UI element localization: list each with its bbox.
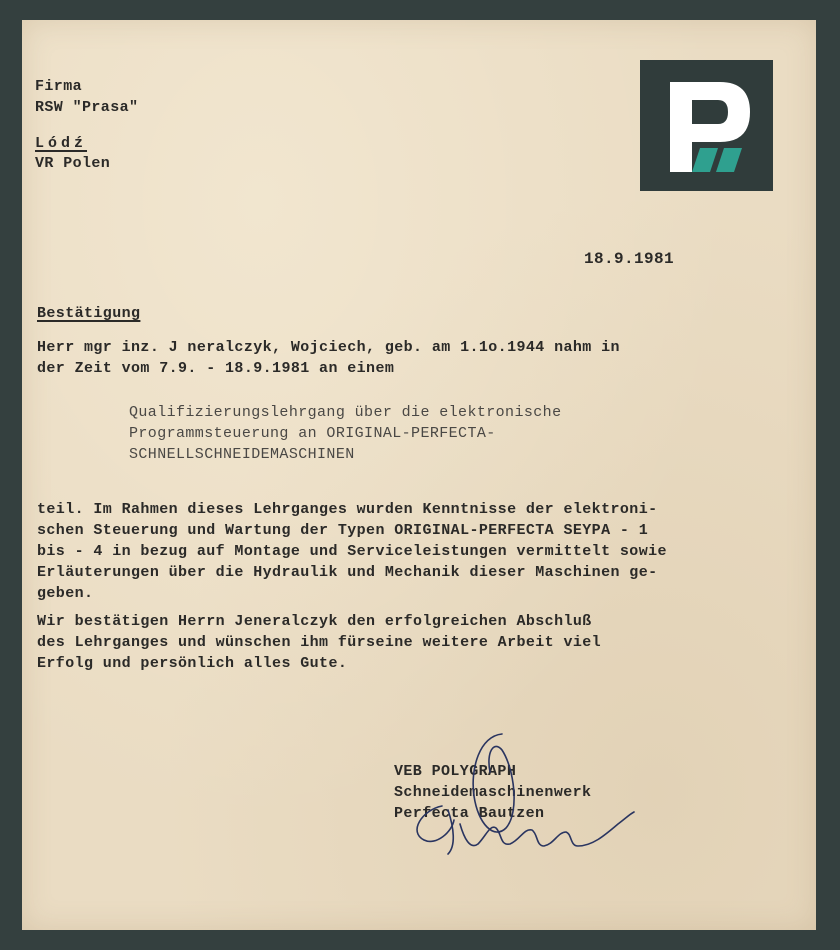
- sender-works: Schneidemaschinenwerk: [394, 784, 592, 801]
- addressee-company: RSW "Prasa": [35, 99, 139, 116]
- handwritten-signature: [382, 728, 642, 858]
- course-line: Programmsteuerung an ORIGINAL-PERFECTA-: [129, 425, 496, 442]
- p-logo-icon: [640, 60, 773, 191]
- body-line: Erläuterungen über die Hydraulik und Mechanik dieser Maschinen ge-: [37, 564, 658, 581]
- sender-company: VEB POLYGRAPH: [394, 763, 517, 780]
- body-line: Wir bestätigen Herrn Jeneralczyk den erfolgreichen Abschluß: [37, 613, 592, 630]
- addressee-country: VR Polen: [35, 155, 111, 172]
- body-line: der Zeit vom 7.9. - 18.9.1981 an einem: [37, 360, 395, 377]
- addressee-city: Lódź: [35, 135, 88, 152]
- sender-location: Perfecta Bautzen: [394, 805, 545, 822]
- letter-page: [22, 20, 816, 930]
- body-line: Erfolg und persönlich alles Gute.: [37, 655, 348, 672]
- body-line: schen Steuerung und Wartung der Typen ORIGINAL-PERFECTA SEYPA - 1: [37, 522, 649, 539]
- addressee-firm-label: Firma: [35, 78, 83, 95]
- letter-date: 18.9.1981: [584, 250, 675, 268]
- course-line: SCHNELLSCHNEIDEMASCHINEN: [129, 446, 355, 463]
- body-line: geben.: [37, 585, 94, 602]
- letter-subject: Bestätigung: [37, 305, 141, 322]
- course-line: Qualifizierungslehrgang über die elektronische: [129, 404, 562, 421]
- body-line: des Lehrganges und wünschen ihm fürseine weitere Arbeit viel: [37, 634, 602, 651]
- body-line: teil. Im Rahmen dieses Lehrganges wurden Kenntnisse der elektroni-: [37, 501, 658, 518]
- body-line: Herr mgr inz. J neralczyk, Wojciech, geb. am 1.1o.1944 nahm in: [37, 339, 620, 356]
- body-line: bis - 4 in bezug auf Montage und Serviceleistungen vermittelt sowie: [37, 543, 667, 560]
